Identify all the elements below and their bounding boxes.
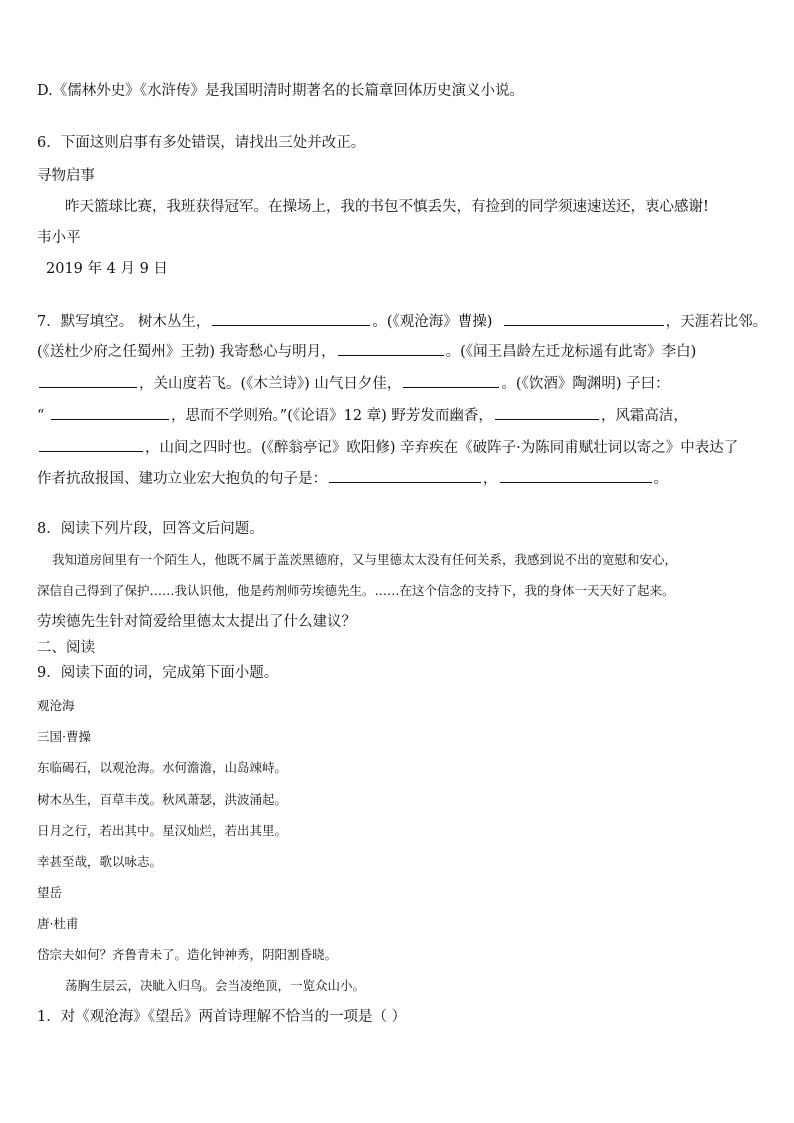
fill-blank[interactable] [500, 468, 652, 483]
q7-text: ， [483, 471, 498, 487]
q7-text: “ [37, 408, 45, 424]
q8-passage-line: 深信自己得到了保护……我认识他，他是药剂师劳埃德先生。……在这个信念的支持下，我的身体一天天好了起来。 [37, 583, 675, 598]
q7-text: ，关山度若飞。(《木兰诗》) 山气日夕佳， [139, 376, 402, 392]
poem-author: 三国·曹操 [37, 729, 91, 744]
poem-line: 荡胸生层云，决眦入归鸟。会当凌绝顶，一览众山小。 [65, 978, 366, 993]
q7-text: 7．默写填空。 树木丛生， [37, 314, 211, 330]
q9-prompt: 9．阅读下面的词，完成第下面小题。 [37, 665, 279, 681]
fill-blank[interactable] [329, 468, 481, 483]
q7-text: 。 [653, 471, 668, 487]
q7-text: 。(《观沧海》曹操) [372, 314, 493, 330]
q7-text: ，天涯若比邻。 [665, 314, 768, 330]
q5-option-d: D.《儒林外史》《水浒传》是我国明清时期著名的长篇章回体历史演义小说。 [37, 83, 524, 99]
section-heading: 二、阅读 [37, 640, 95, 656]
q7-line-4 [37, 405, 688, 426]
q7-text: ，山间之四时也。(《醉翁亭记》欧阳修) 辛弃疾在《破阵子·为陈同甫赋壮词以寄之》中表达了 [145, 440, 739, 456]
poem-line: 树木丛生，百草丰茂。秋风萧瑟，洪波涌起。 [37, 792, 288, 807]
poem-author: 唐·杜甫 [37, 916, 79, 931]
q7-text: 。(《闻王昌龄左迁龙标遥有此寄》李白) [445, 344, 697, 360]
q7-text: ，思而不学则殆。”(《论语》12 章) 野芳发而幽香， [171, 408, 493, 424]
q7-text: (《送杜少府之任蜀州》王勃) 我寄愁心与明月， [37, 344, 336, 360]
poem-line: 岱宗夫如何？齐鲁青未了。造化钟神秀，阴阳割昏晓。 [37, 947, 338, 962]
poem-line: 幸甚至哉，歌以咏志。 [37, 854, 163, 869]
notice-body: 昨天篮球比赛，我班获得冠军。在操场上，我的书包不慎丢失，有捡到的同学须速速送还，衷心感谢! [65, 199, 709, 215]
notice-date: 2019 年 4 月 9 日 [46, 261, 168, 277]
notice-signature: 韦小平 [37, 230, 81, 246]
q6-prompt: 6．下面这则启事有多处错误，请找出三处并改正。 [37, 135, 366, 151]
sub-question-1: 1．对《观沧海》《望岳》两首诗理解不恰当的一项是（ ） [37, 1009, 407, 1025]
fill-blank[interactable] [39, 437, 143, 452]
fill-blank[interactable] [212, 311, 370, 326]
fill-blank[interactable] [338, 341, 444, 356]
fill-blank[interactable] [495, 405, 599, 420]
q7-line-1 [37, 311, 767, 332]
fill-blank[interactable] [504, 311, 664, 326]
q7-line-3 [37, 373, 670, 394]
fill-blank[interactable] [403, 373, 499, 388]
q8-question: 劳埃德先生针对简爱给里德太太提出了什么建议？ [37, 614, 356, 630]
poem-title: 观沧海 [37, 698, 75, 713]
notice-title: 寻物启事 [37, 168, 95, 184]
q7-text: 作者抗敌报国、建功立业宏大抱负的句子是： [37, 471, 327, 487]
poem-title: 望岳 [37, 885, 63, 900]
q8-passage-line: 我知道房间里有一个陌生人，他既不属于盖茨黑德府，又与里德太太没有任何关系，我感到说不出的宽慰和安心， [52, 552, 678, 567]
poem-line: 日月之行，若出其中。星汉灿烂，若出其里。 [37, 823, 288, 838]
fill-blank[interactable] [51, 405, 169, 420]
q7-text: ，风霜高洁， [600, 408, 688, 424]
q7-line-5 [37, 437, 738, 458]
poem-line: 东临碣石，以观沧海。水何澹澹，山岛竦峙。 [37, 760, 288, 775]
q8-prompt: 8．阅读下列片段，回答文后问题。 [37, 521, 264, 537]
q7-text: 。(《饮酒》陶渊明) 子曰： [501, 376, 670, 392]
q7-line-6 [37, 468, 668, 489]
q7-line-2 [37, 341, 696, 362]
fill-blank[interactable] [39, 373, 137, 388]
